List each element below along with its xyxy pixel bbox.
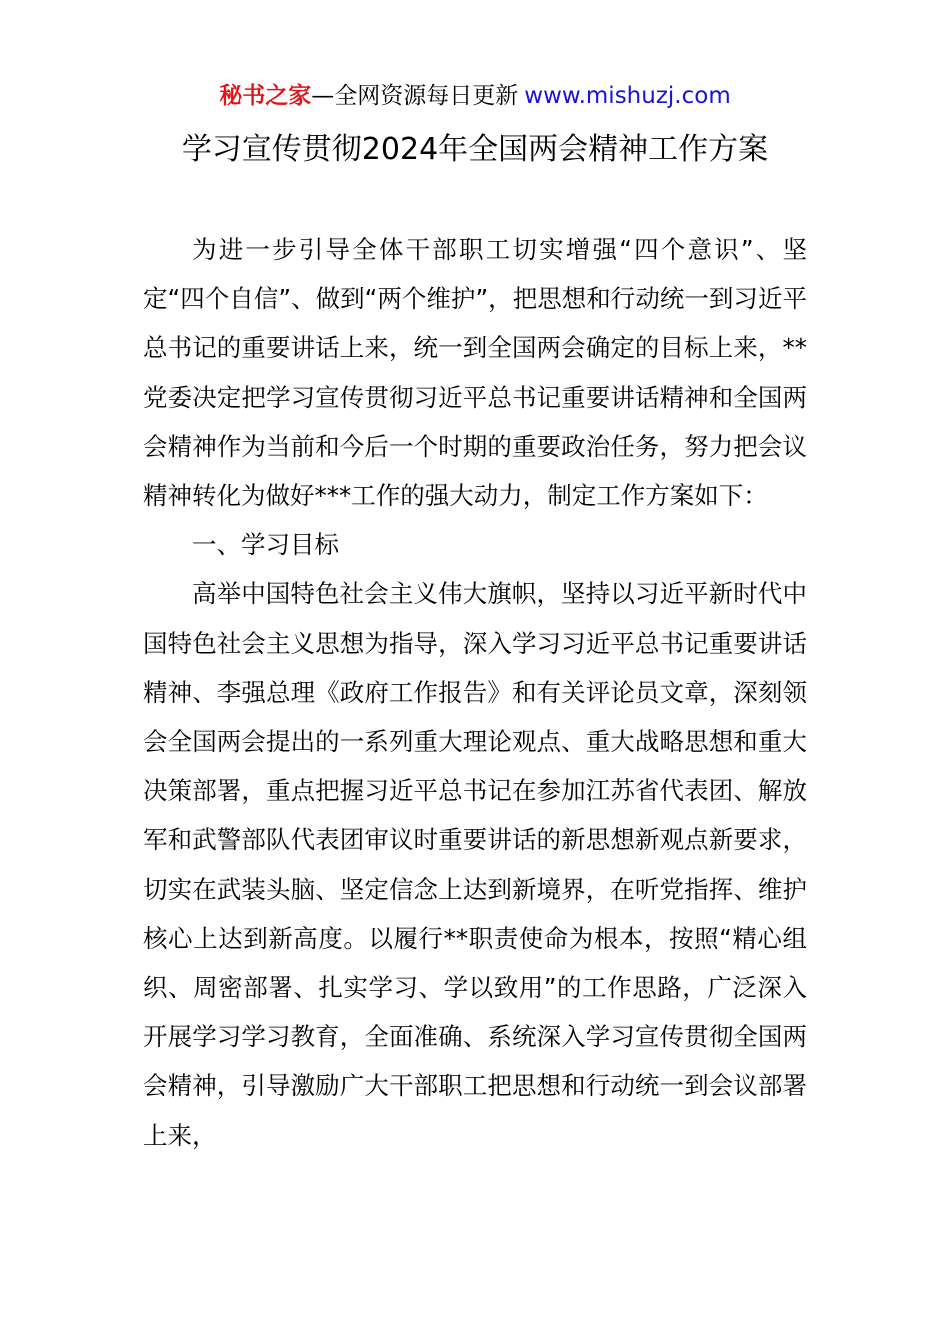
site-url-link[interactable]: www.mishuzj.com: [524, 83, 731, 109]
intro-paragraph: 为进一步引导全体干部职工切实增强“四个意识”、坚定“四个自信”、做到“两个维护”，把思想和行动统一到习近平总书记的重要讲话上来，统一到全国两会确定的目标上来，**党委决定把学习宣传贯彻习近平总书记重要讲话精神和全国两会精神作为当前和今后一个时期的重要政治任务，努力把会议精神转化为做好***工作的强大动力，制定工作方案如下：: [143, 235, 807, 511]
site-banner: [0, 80, 950, 112]
section-heading: 一、学习目标: [192, 530, 339, 560]
brand-name: 秘书之家: [219, 83, 312, 109]
document-body: [143, 225, 807, 1160]
section-paragraph: 高举中国特色社会主义伟大旗帜，坚持以习近平新时代中国特色社会主义思想为指导，深入学习习近平总书记重要讲话精神、李强总理《政府工作报告》和有关评论员文章，深刻领会全国两会提出的一系列重大理论观点、重大战略思想和重大决策部署，重点把握习近平总书记在参加江苏省代表团、解放军和武警部队代表团审议时重要讲话的新思想新观点新要求，切实在武装头脑、坚定信念上达到新境界，在听党指挥、维护核心上达到新高度。以履行**职责使命为根本，按照“精心组织、周密部署、扎实学习、学以致用”的工作思路，广泛深入开展学习学习教育，全面准确、系统深入学习宣传贯彻全国两会精神，引导激励广大干部职工把思想和行动统一到会议部署上来，: [143, 579, 807, 1150]
document-title: 学习宣传贯彻2024年全国两会精神工作方案: [181, 132, 769, 167]
banner-tagline: —全网资源每日更新: [311, 83, 519, 109]
